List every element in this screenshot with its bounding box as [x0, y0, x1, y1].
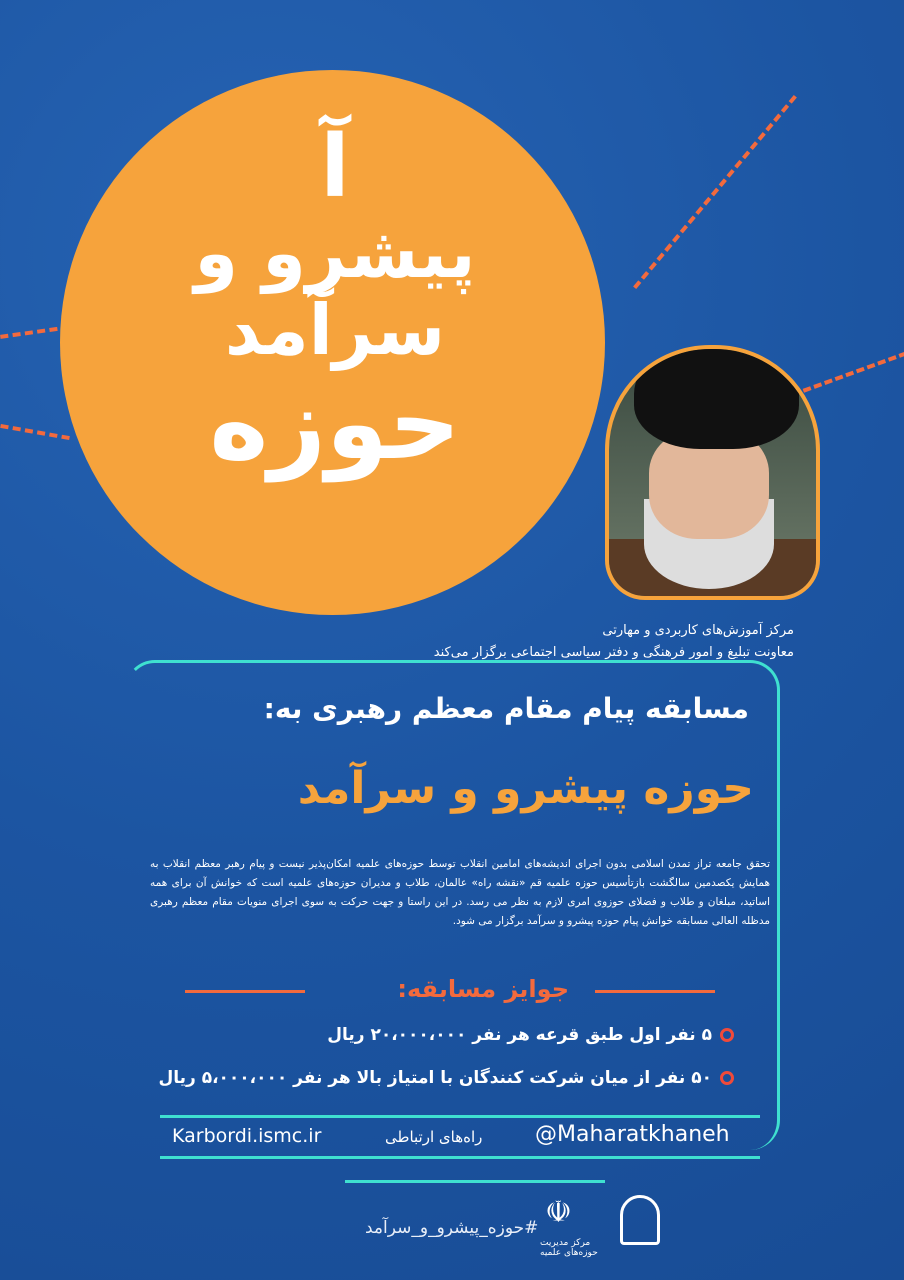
logo-line: حوزه	[209, 364, 461, 482]
prize-item	[158, 1068, 734, 1088]
footer-logo-text: مرکز مدیریت حوزه‌های علمیه	[540, 1238, 598, 1258]
turban	[634, 345, 799, 449]
contact-label: راه‌های ارتباطی	[385, 1128, 483, 1146]
organizer-text	[434, 620, 794, 664]
hashtag: #حوزه_پیشرو_و_سرآمد	[365, 1218, 539, 1238]
organizer-line: معاونت تبلیغ و امور فرهنگی و دفتر سیاسی اجتماعی برگزار می‌کند	[433, 645, 794, 660]
divider	[345, 1180, 605, 1183]
leader-portrait	[605, 345, 820, 600]
headline: مسابقه پیام مقام معظم رهبری به:	[263, 692, 749, 725]
iran-emblem-icon: ☫	[545, 1195, 572, 1230]
prizes-heading: جوایز مسابقه:	[397, 975, 569, 1003]
contest-title: حوزه پیشرو و سرآمد	[297, 763, 754, 814]
bullet-icon	[720, 1071, 734, 1085]
bullet-icon	[720, 1028, 734, 1042]
website-link[interactable]: Karbordi.ismc.ir	[172, 1125, 322, 1147]
prize-text: ۵ نفر اول طبق قرعه هر نفر ۲۰،۰۰۰،۰۰۰ ریال	[327, 1025, 712, 1045]
organizer-line: مرکز آموزش‌های کاربردی و مهارتی	[602, 623, 794, 638]
seminary-logo-icon	[620, 1195, 660, 1245]
description-paragraph: تحقق جامعه تراز تمدن اسلامی بدون اجرای اندیشه‌های امامین انقلاب توسط حوزه‌های علمیه امکان‌پذیر نیست و پیام رهبر معظم انقلاب به همایش یکصدمین سالگشت بازتأسیس حوزه علمیه قم «نقشه راه» عالمان، طلاب و مدیران حوزه‌های علمیه است که خوانش آن برای همه اساتید، مبلغان و طلاب و فضلای حوزوی امری لازم به نظر می رسد. در این راستا و جهت حرکت به سوی اجرای منویات مقام معظم رهبری مدظله العالی مسابقه خوانش پیام حوزه پیشرو و سرآمد برگزار می شود.	[150, 858, 770, 927]
prize-item	[327, 1025, 734, 1045]
logo-line: آ	[320, 117, 350, 217]
prize-text: ۵۰ نفر از میان شرکت کنندگان با امتیاز بالا هر نفر ۵،۰۰۰،۰۰۰ ریال	[158, 1068, 712, 1088]
divider	[595, 990, 715, 993]
social-handle[interactable]: @Maharatkhaneh	[535, 1122, 730, 1147]
title-calligraphy	[95, 117, 575, 560]
divider	[185, 990, 305, 993]
logo-line: پیشرو و سرآمد	[194, 211, 476, 371]
